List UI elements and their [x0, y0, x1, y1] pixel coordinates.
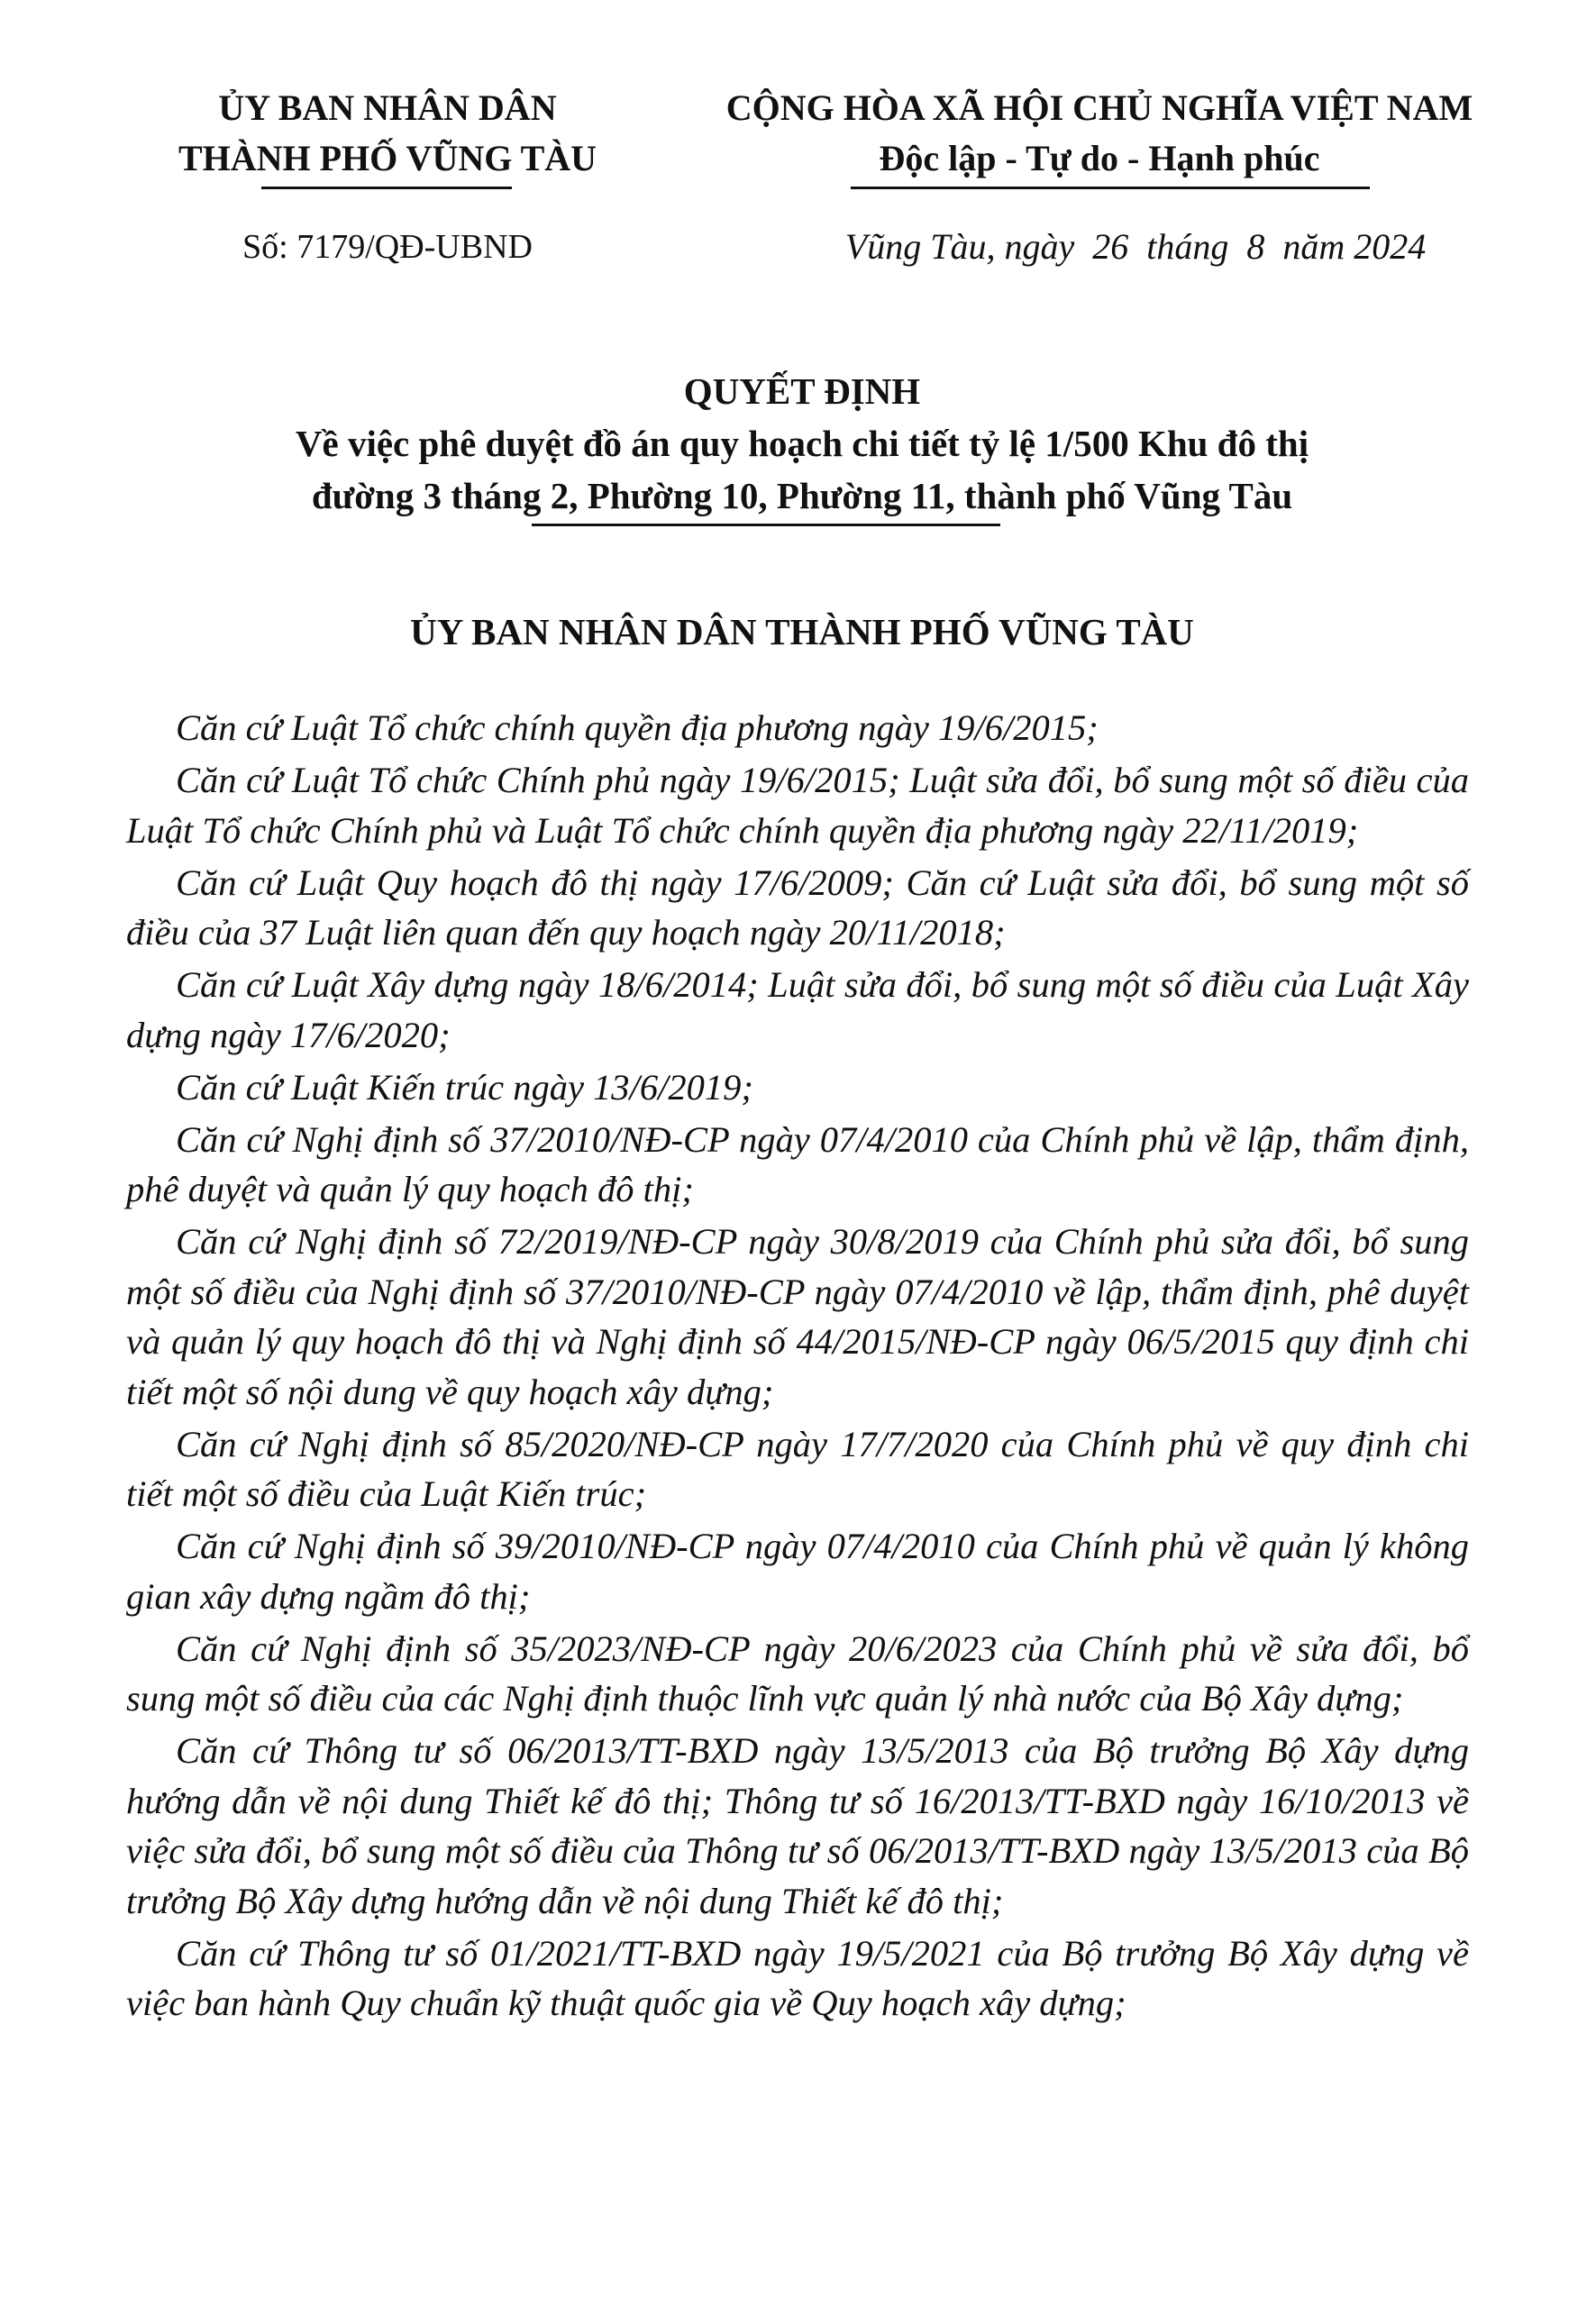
- decision-heading: QUYẾT ĐỊNH: [683, 370, 921, 412]
- legal-basis-paragraph: Căn cứ Thông tư số 06/2013/TT-BXD ngày 13/5/2013 của Bộ trưởng Bộ Xây dựng hướng dẫn về nội dung Thiết kế đô thị; Thông tư số 16/2013/TT-BXD ngày 16/10/2013 về việc sửa đổi, bổ sung một số điều của Thông tư số 06/2013/TT-BXD ngày 13/5/2013 của Bộ trưởng Bộ Xây dựng hướng dẫn về nội dung Thiết kế đô thị;: [126, 1730, 1469, 1921]
- legal-basis-paragraph: Căn cứ Luật Quy hoạch đô thị ngày 17/6/2009; Căn cứ Luật sửa đổi, bổ sung một số điều của 37 Luật liên quan đến quy hoạch ngày 20/11/2018;: [126, 862, 1469, 953]
- motto-underline: [851, 187, 1370, 189]
- legal-basis-paragraph: Căn cứ Nghị định số 72/2019/NĐ-CP ngày 30/8/2019 của Chính phủ sửa đổi, bổ sung một số điều của Nghị định số 37/2010/NĐ-CP ngày 07/4/2010 về lập, thẩm định, phê duyệt và quản lý quy hoạch đô thị và Nghị định số 44/2015/NĐ-CP ngày 06/5/2015 quy định chi tiết một số nội dung về quy hoạch xây dựng;: [126, 1221, 1469, 1412]
- authority-line-2: THÀNH PHỐ VŨNG TÀU: [178, 138, 597, 178]
- motto: Độc lập - Tự do - Hạnh phúc: [879, 138, 1320, 178]
- decision-subject-line-1: Về việc phê duyệt đồ án quy hoạch chi tiết tỷ lệ 1/500 Khu đô thị: [295, 423, 1309, 464]
- legal-basis-paragraph: Căn cứ Luật Tổ chức Chính phủ ngày 19/6/2015; Luật sửa đổi, bổ sung một số điều của Luật Tổ chức Chính phủ và Luật Tổ chức chính quyền địa phương ngày 22/11/2019;: [126, 760, 1469, 851]
- authority-line-1: ỦY BAN NHÂN DÂN: [218, 87, 557, 128]
- decision-subject-line-2: đường 3 tháng 2, Phường 10, Phường 11, thành phố Vũng Tàu: [311, 475, 1293, 516]
- legal-basis-paragraph: Căn cứ Nghị định số 37/2010/NĐ-CP ngày 07/4/2010 của Chính phủ về lập, thẩm định, phê duyệt và quản lý quy hoạch đô thị;: [126, 1118, 1469, 1209]
- title-underline: [532, 524, 1000, 526]
- legal-basis-paragraph: Căn cứ Nghị định số 85/2020/NĐ-CP ngày 17/7/2020 của Chính phủ về quy định chi tiết một số điều của Luật Kiến trúc;: [126, 1423, 1469, 1514]
- legal-basis-paragraph: Căn cứ Nghị định số 39/2010/NĐ-CP ngày 07/4/2010 của Chính phủ về quản lý không gian xây dựng ngầm đô thị;: [126, 1526, 1469, 1617]
- document-number: Số: 7179/QĐ-UBND: [242, 228, 533, 266]
- issuing-authority: [135, 83, 640, 184]
- place-and-date: Vũng Tàu, ngày 26 tháng 8 năm 2024: [844, 226, 1427, 267]
- legal-basis-paragraph: Căn cứ Thông tư số 01/2021/TT-BXD ngày 19/5/2021 của Bộ trưởng Bộ Xây dựng về việc ban hành Quy chuẩn kỹ thuật quốc gia về Quy hoạch xây dựng;: [126, 1932, 1469, 2023]
- legal-basis-paragraph: Căn cứ Luật Xây dựng ngày 18/6/2014; Luật sửa đổi, bổ sung một số điều của Luật Xây dựng ngày 17/6/2020;: [126, 964, 1469, 1055]
- national-motto: [667, 83, 1532, 184]
- country-name: CỘNG HÒA XÃ HỘI CHỦ NGHĨA VIỆT NAM: [725, 87, 1473, 128]
- issuing-body-heading: ỦY BAN NHÂN DÂN THÀNH PHỐ VŨNG TÀU: [410, 611, 1194, 652]
- authority-underline: [261, 187, 512, 189]
- legal-bases: [126, 703, 1469, 2030]
- decision-title: [135, 365, 1469, 522]
- legal-basis-paragraph: Căn cứ Luật Tổ chức chính quyền địa phương ngày 19/6/2015;: [176, 707, 1099, 748]
- legal-basis-paragraph: Căn cứ Luật Kiến trúc ngày 13/6/2019;: [176, 1066, 753, 1108]
- legal-basis-paragraph: Căn cứ Nghị định số 35/2023/NĐ-CP ngày 20/6/2023 của Chính phủ về sửa đổi, bổ sung một số điều của các Nghị định thuộc lĩnh vực quản lý nhà nước của Bộ Xây dựng;: [126, 1628, 1469, 1719]
